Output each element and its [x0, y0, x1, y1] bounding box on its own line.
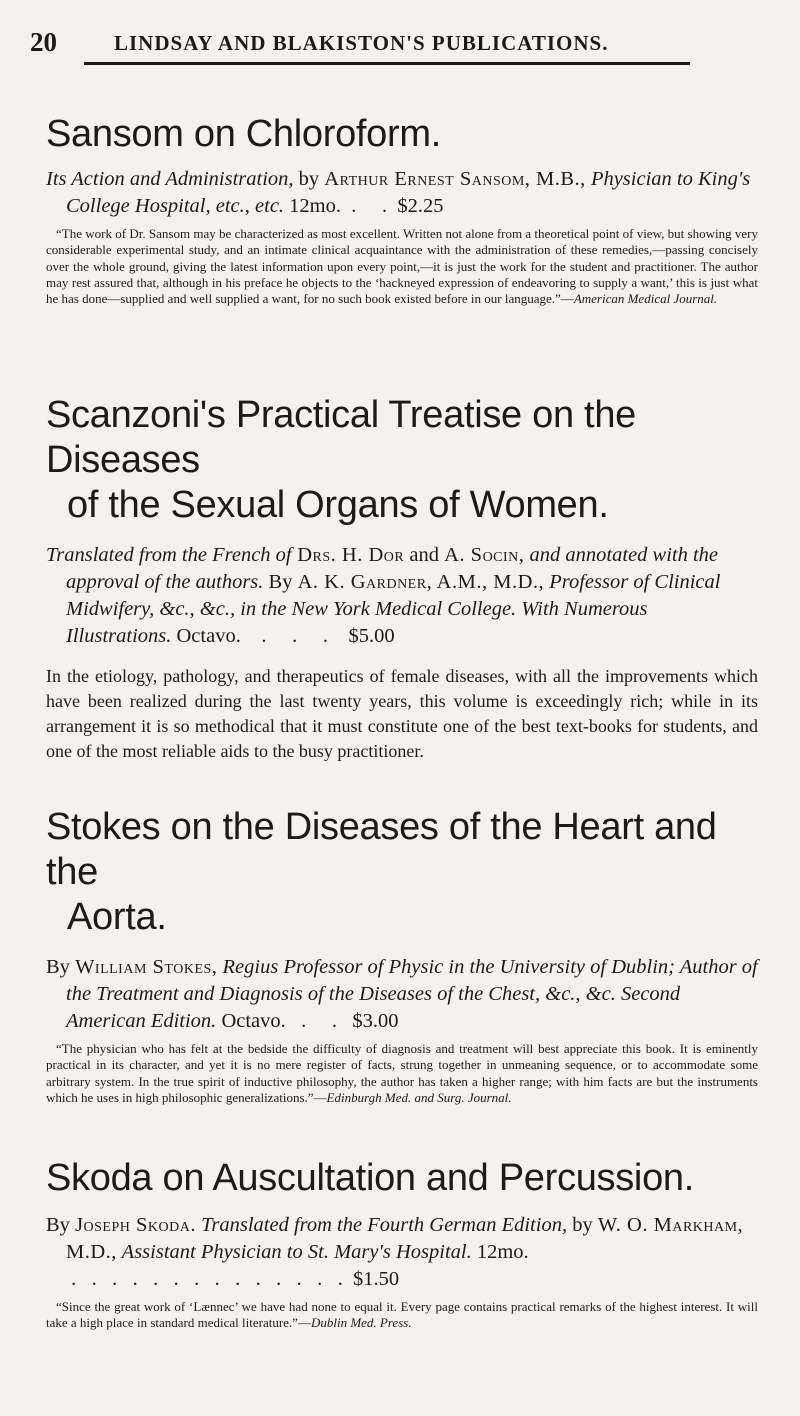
translation-note: Translated from the Fourth German Edition,	[195, 1214, 568, 1236]
title-line-1: Stokes on the Diseases of the Heart and the	[46, 806, 717, 893]
entry-description	[46, 166, 758, 220]
entry-blurb: In the etiology, pathology, and therapeutics of female diseases, with all the improvements which have been realized during the last twenty years, this volume is exceedingly rich; while in its arrangement it is so methodical that it must constitute one of the best text-books for students, and one of the most reliable aids to the busy practitioner.	[46, 666, 758, 761]
book-format: Octavo.	[216, 1010, 286, 1032]
entry-title	[46, 393, 758, 528]
title-line-1: Scanzoni's Practical Treatise on the Diseases	[46, 394, 636, 481]
author-name: Arthur Ernest Sansom, M.B.,	[324, 168, 586, 190]
title-line-2: of the Sexual Organs of Women.	[67, 484, 609, 526]
translator-name: W. O. Markham, M.D.,	[66, 1214, 744, 1263]
review-source: Dublin Med. Press.	[310, 1315, 412, 1331]
entry-sansom	[46, 112, 758, 307]
review-source: Edinburgh Med. and Surg. Journal.	[326, 1089, 512, 1105]
book-format: 12mo.	[284, 195, 341, 217]
leader-dots: . .	[341, 195, 398, 217]
author-name: A. Socin,	[444, 544, 525, 566]
price: $5.00	[348, 625, 395, 647]
leader-dots: . . .	[240, 625, 349, 647]
running-head-title: LINDSAY AND BLAKISTON'S PUBLICATIONS.	[114, 31, 609, 55]
entry-title	[46, 805, 758, 940]
by-label: By	[46, 956, 76, 978]
page-number: 20	[30, 27, 57, 57]
author-affiliation: Regius Professor of Physic in the University of Dublin; Author of the Treatment and Diagnosis of the Diseases of the Chest, &c., &c. Second American Edition.	[66, 956, 758, 1032]
entry-description	[46, 1212, 758, 1293]
review-text: “Since the great work of ‘Lænnec’ we have had none to equal it. Every page contains practical remarks of the highest interest. It will take a high place in standard medical literature.”—	[46, 1299, 758, 1331]
title-line-2: Aorta.	[67, 896, 167, 938]
entry-scanzoni	[46, 393, 758, 764]
author-name: William Stokes,	[75, 956, 218, 978]
by-label: By	[263, 571, 298, 593]
entry-title: Sansom on Chloroform.	[46, 113, 441, 155]
price: $3.00	[352, 1010, 399, 1032]
review-text: “The work of Dr. Sansom may be characterized as most excellent. Written not alone from a theoretical point of view, but showing very considerable experimental study, and an intimate clinical acquaintance with the administration of these remedies,—passing concisely over the whole ground, giving the latest information upon every point,—it is just the work for the student and practitioner. The author may rest assured that, although in his preface he objects to the ‘hackneyed expression of endeavoring to supply a want,’ this is just what he has done—supplied and well supplied a want, for no such book existed before in our language.”—	[46, 226, 758, 307]
entry-description	[46, 542, 758, 650]
book-format: 12mo.	[471, 1241, 529, 1263]
and-label: and	[404, 544, 445, 566]
author-name: Drs. H. Dor	[291, 544, 405, 566]
by-label: By	[46, 1214, 76, 1236]
author-name: Joseph Skoda.	[75, 1214, 196, 1236]
price: $1.50	[353, 1268, 400, 1290]
review-source: American Medical Journal.	[573, 291, 718, 307]
entry-stokes	[46, 805, 758, 1106]
leader-dots: . .	[285, 1010, 353, 1032]
translation-note: Translated from the French of	[46, 544, 292, 566]
review-text: “The physician who has felt at the bedside the difficulty of diagnosis and treatment will best appreciate this book. It is eminently practical in its character, and yet it is no mere register of facts, strung together in unmeaning sequence, or to accommodate some arbitrary system. In the true spirit of inductive philosophy, the author has taken a higher range; with him facts are but the instruments which he uses in high philosophic generalizations.”—	[46, 1041, 758, 1105]
header-rule	[84, 62, 690, 65]
by-label: by	[293, 168, 325, 190]
review-quote	[46, 226, 758, 307]
entry-title: Skoda on Auscultation and Percussion.	[46, 1157, 695, 1199]
price: $2.25	[397, 195, 444, 217]
running-head	[30, 27, 770, 57]
author-affiliation: Physician to King's College Hospital, etc., etc.	[66, 168, 751, 217]
entry-description	[46, 954, 758, 1035]
leader-dots: . . . . . . . . . . . . . .	[66, 1268, 353, 1290]
work-subtitle: Its Action and Administration,	[46, 168, 294, 190]
review-quote	[46, 1299, 758, 1332]
editor-name: A. K. Gardner, A.M., M.D.,	[297, 571, 545, 593]
annotation-note: and annotated with the approval of the authors.	[66, 544, 719, 593]
entry-skoda	[46, 1156, 758, 1332]
book-format: Octavo.	[171, 625, 241, 647]
by-label: by	[567, 1214, 598, 1236]
translator-affiliation: Assistant Physician to St. Mary's Hospital.	[116, 1241, 472, 1263]
review-quote	[46, 1041, 758, 1106]
editor-affiliation: Professor of Clinical Midwifery, &c., &c., in the New York Medical College. With Numerous Illustrations.	[66, 571, 721, 647]
